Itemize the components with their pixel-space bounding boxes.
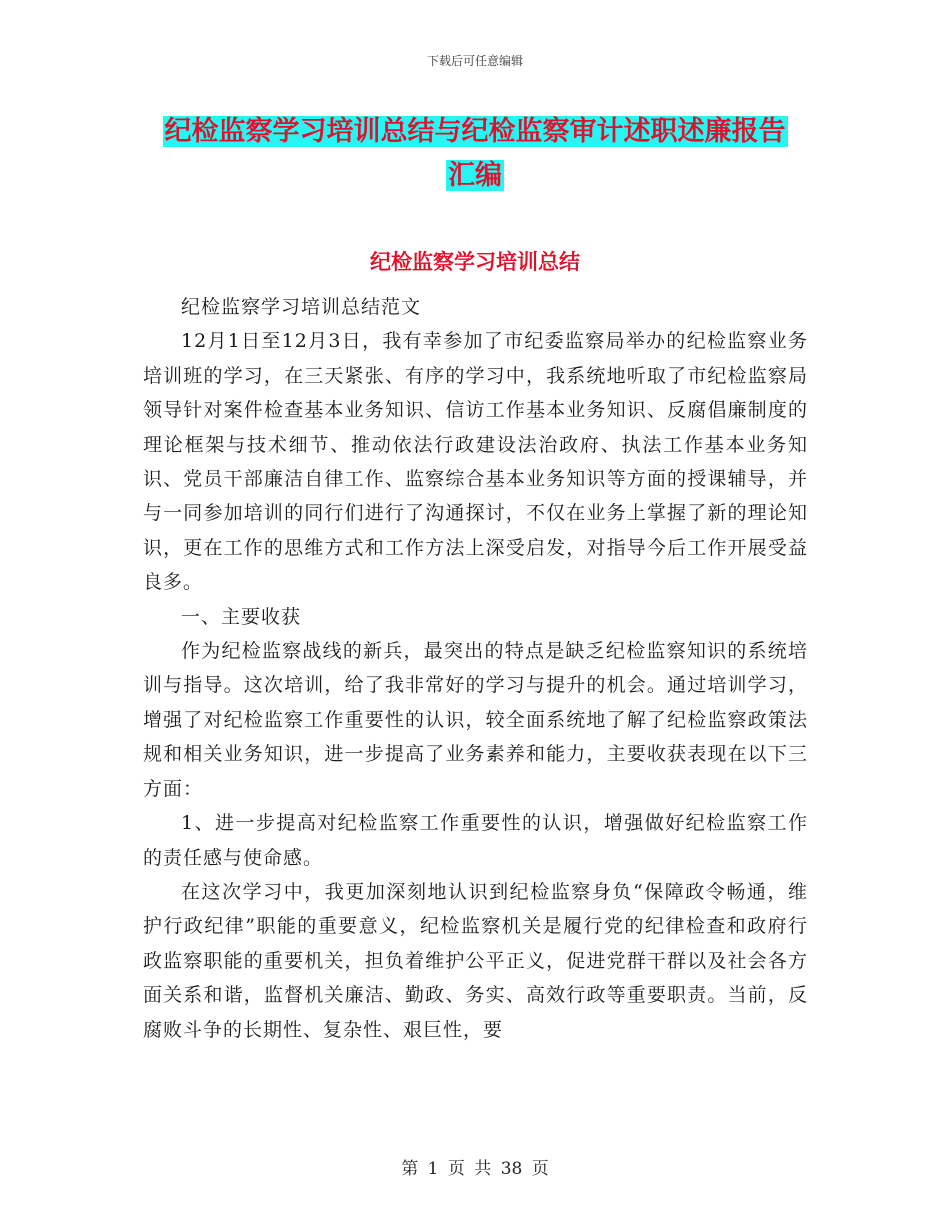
header-note: 下载后可任意编辑 <box>426 54 523 68</box>
document-title <box>140 110 810 198</box>
page-number: 第 1 页 共 38 页 <box>401 1159 549 1179</box>
document-title-line-2: 汇编 <box>448 160 502 191</box>
document-body <box>143 290 808 1047</box>
paragraph-intro: 12月1日至12月3日，我有幸参加了市纪委监察局举办的纪检监察业务培训班的学习，在三天紧张、有序的学习中，我系统地听取了市纪检监察局领导针对案件检查基本业务知识、信访工作基本业务知识、反腐倡廉制度的理论框架与技术细节、推动依法行政建设法治政府、执法工作基本业务知识、党员干部廉洁自律工作、监察综合基本业务知识等方面的授课辅导，并与一同参加培训的同行们进行了沟通探讨，不仅在业务上掌握了新的理论知识，更在工作的思维方式和工作方法上深受启发，对指导今后工作开展受益良多。 <box>143 330 808 594</box>
section-title: 纪检监察学习培训总结 <box>370 250 580 274</box>
paragraph-gains: 作为纪检监察战线的新兵，最突出的特点是缺乏纪检监察知识的系统培训与指导。这次培训，给了我非常好的学习与提升的机会。通过培训学习，增强了对纪检监察工作重要性的认识，较全面系统地了解了纪检监察政策法规和相关业务知识，进一步提高了业务素养和能力，主要收获表现在以下三方面： <box>143 640 808 800</box>
document-title-line-1: 纪检监察学习培训总结与纪检监察审计述职述廉报告 <box>164 116 786 147</box>
paragraph-subtitle: 纪检监察学习培训总结范文 <box>181 296 422 318</box>
paragraph-point-1: 在这次学习中，我更加深刻地认识到纪检监察身负“保障政令畅通，维护行政纪律”职能的重要意义，纪检监察机关是履行党的纪律检查和政府行政监察职能的重要机关，担负着维护公平正义，促进党群干群以及社会各方面关系和谐，监督机关廉洁、勤政、务实、高效行政等重要职责。当前，反腐败斗争的长期性、复杂性、艰巨性，要 <box>143 880 808 1041</box>
heading-main-gains: 一、主要收获 <box>181 605 302 628</box>
heading-point-1: 1、进一步提高对纪检监察工作重要性的认识，增强做好纪检监察工作的责任感与使命感。 <box>143 812 808 869</box>
